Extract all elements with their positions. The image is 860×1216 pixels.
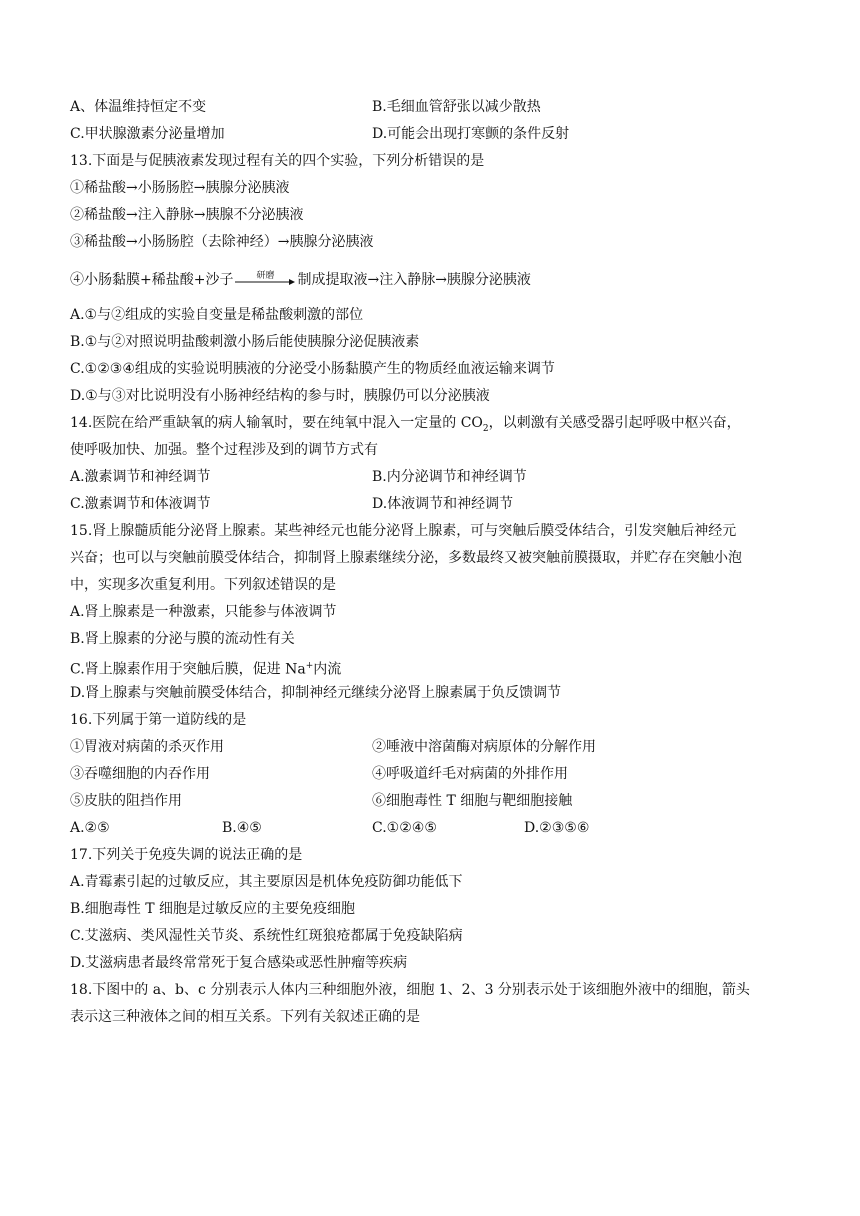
grind-arrow — [235, 270, 295, 290]
q16-item-6: ⑥细胞毒性 T 细胞与靶细胞接触 — [372, 793, 573, 809]
q15-stem-line-3: 中，实现多次重复利用。下列叙述错误的是 — [70, 577, 336, 593]
q16-option-c: C.①②④⑤ — [372, 820, 437, 836]
q13-experiment-2: ②稀盐酸→注入静脉→胰腺不分泌胰液 — [70, 207, 304, 223]
q14-option-b: B.内分泌调节和神经调节 — [372, 469, 527, 485]
q16-option-a: A.②⑤ — [70, 820, 110, 836]
q15-stem-line-1: 15.肾上腺髓质能分泌肾上腺素。某些神经元也能分泌肾上腺素，可与突触后膜受体结合，引发突触后神经元 — [70, 523, 737, 539]
q16-item-5: ⑤皮肤的阻挡作用 — [70, 793, 182, 809]
q15-option-c: C.肾上腺素作用于突触后膜，促进 Na+内流 — [70, 661, 342, 678]
q15-option-b: B.肾上腺素的分泌与膜的流动性有关 — [70, 631, 295, 647]
q13-option-c: C.①②③④组成的实验说明胰液的分泌受小肠黏膜产生的物质经血液运输来调节 — [70, 361, 555, 377]
q17-option-b: B.细胞毒性 T 细胞是过敏反应的主要免疫细胞 — [70, 901, 355, 917]
q13-stem: 13.下面是与促胰液素发现过程有关的四个实验，下列分析错误的是 — [70, 153, 485, 169]
q13-experiment-4 — [70, 270, 531, 290]
q15-option-d: D.肾上腺素与突触前膜受体结合，抑制神经元继续分泌肾上腺素属于负反馈调节 — [70, 685, 562, 701]
q12-option-d: D.可能会出现打寒颤的条件反射 — [372, 126, 570, 142]
q16-item-2: ②唾液中溶菌酶对病原体的分解作用 — [372, 739, 596, 755]
q13-experiment-1: ①稀盐酸→小肠肠腔→胰腺分泌胰液 — [70, 180, 290, 196]
q14-stem-line-1: 14.医院在给严重缺氧的病人输氧时，要在纯氧中混入一定量的 $CO_2$，以刺激有关感受器引起呼吸中枢兴奋， — [70, 415, 741, 434]
q14-option-d: D.体液调节和神经调节 — [372, 496, 514, 512]
q13-option-b: B.①与②对照说明盐酸刺激小肠后能使胰腺分泌促胰液素 — [70, 334, 420, 350]
q17-option-d: D.艾滋病患者最终常常死于复合感染或恶性肿瘤等疾病 — [70, 955, 408, 971]
q15-stem-line-2: 兴奋；也可以与突触前膜受体结合，抑制肾上腺素继续分泌，多数最终又被突触前膜摄取，并贮存在突触小泡 — [70, 550, 742, 566]
q16-stem: 16.下列属于第一道防线的是 — [70, 712, 247, 728]
q12-option-a: A、体温维持恒定不变 — [70, 99, 207, 115]
long-arrow-icon — [235, 279, 295, 285]
q16-item-4: ④呼吸道纤毛对病菌的外排作用 — [372, 766, 568, 782]
q13-experiment-3: ③稀盐酸→小肠肠腔（去除神经）→胰腺分泌胰液 — [70, 234, 374, 250]
grind-arrow-label: 研磨 — [256, 271, 275, 281]
q16-item-3: ③吞噬细胞的内吞作用 — [70, 766, 210, 782]
q17-stem: 17.下列关于免疫失调的说法正确的是 — [70, 847, 303, 863]
q15-option-a: A.肾上腺素是一种激素，只能参与体液调节 — [70, 604, 337, 620]
q14-stem-line-2: 使呼吸加快、加强。整个过程涉及到的调节方式有 — [70, 442, 378, 458]
q16-item-1: ①胃液对病菌的杀灭作用 — [70, 739, 224, 755]
q16-option-d: D.②③⑤⑥ — [524, 820, 590, 836]
q17-option-c: C.艾滋病、类风湿性关节炎、系统性红斑狼疮都属于免疫缺陷病 — [70, 928, 463, 944]
q13-experiment-4-materials: ④小肠黏膜+稀盐酸+沙子 — [70, 272, 234, 288]
q17-option-a: A.青霉素引起的过敏反应，其主要原因是机体免疫防御功能低下 — [70, 874, 463, 890]
q18-stem-line-1: 18.下图中的 a、b、c 分别表示人体内三种细胞外液，细胞 1、2、3 分别表示处于该细胞外液中的细胞，箭头 — [70, 982, 750, 998]
q16-option-b: B.④⑤ — [222, 820, 262, 836]
q13-option-d: D.①与③对比说明没有小肠神经结构的参与时，胰腺仍可以分泌胰液 — [70, 388, 490, 404]
q12-option-b: B.毛细血管舒张以减少散热 — [372, 99, 541, 115]
q13-option-a: A.①与②组成的实验自变量是稀盐酸刺激的部位 — [70, 307, 364, 323]
q14-option-a: A.激素调节和神经调节 — [70, 469, 211, 485]
q14-option-c: C.激素调节和体液调节 — [70, 496, 211, 512]
q18-stem-line-2: 表示这三种液体之间的相互关系。下列有关叙述正确的是 — [70, 1009, 420, 1025]
q13-experiment-4-steps: 制成提取液→注入静脉→胰腺分泌胰液 — [297, 272, 531, 288]
q12-option-c: C.甲状腺激素分泌量增加 — [70, 126, 225, 142]
